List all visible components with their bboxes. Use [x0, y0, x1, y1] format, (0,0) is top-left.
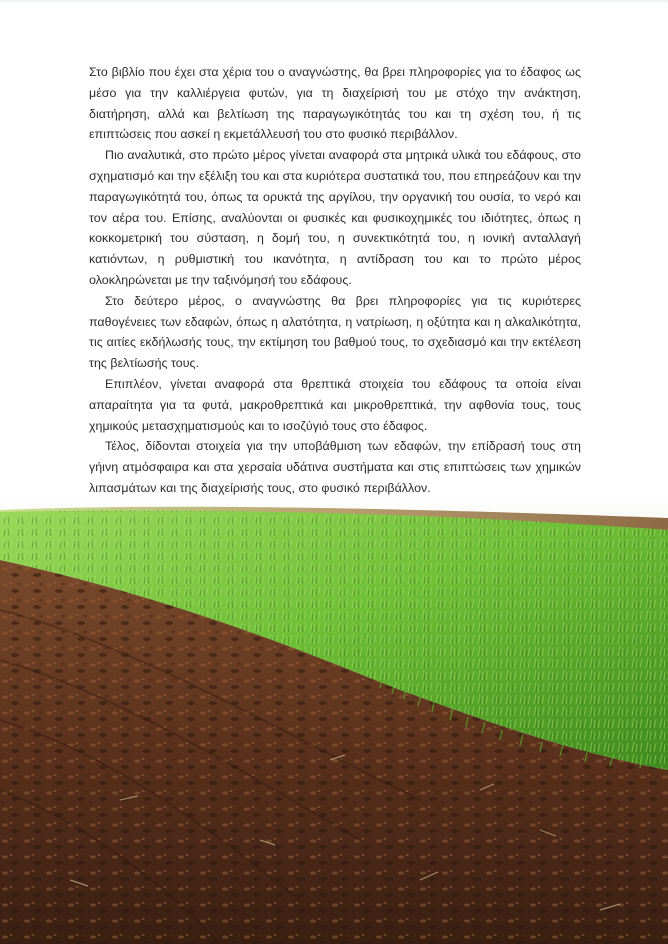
paragraph-2: Πιο αναλυτικά, στο πρώτο μέρος γίνεται αναφορά στα μητρικά υλικά του εδάφους, στο σχηματισμό και την εξέλιξη του και στα κυριότερα συστατικά του, που επηρεάζουν και την παραγωγικότητά του, όπως τα ορυκτά της αργίλου, την οργανική του ουσία, το νερό και τον αέρα του. Επίσης, αναλύονται οι φυσικές και φυσικοχημικές του ιδιότητες, όπως η κοκκομετρική του σύσταση, η δομή του, η συνεκτικότητά του, η ιονική ανταλλαγή κατιόντων, η ρυθμιστική του ικανότητα, η αντίδραση του και το πρώτο μέρος ολοκληρώνεται με την ταξινόμησή του εδάφους. — [89, 148, 581, 287]
preface-text — [89, 62, 581, 499]
paragraph-5: Τέλος, δίδονται στοιχεία για την υποβάθμιση των εδαφών, την επίδρασή τους στη γήινη ατμόσφαιρα και στα χερσαία υδάτινα συστήματα και στις επιπτώσεις των χημικών λιπασμάτων και της διαχείρισής τους, στο φυσικό περιβάλλον. — [89, 439, 581, 495]
paragraph-4: Επιπλέον, γίνεται αναφορά στα θρεπτικά στοιχεία του εδάφους τα οποία είναι απαραίτητα για τα φυτά, μακροθρεπτικά και μικροθρεπτικά, την αφθονία τους, τους χημικούς μετασχηματισμούς και το ισοζύγιό τους στο έδαφος. — [89, 376, 581, 433]
paragraph-1: Στο βιβλίο που έχει στα χέρια του ο αναγνώστης, θα βρει πληροφορίες για το έδαφος ως μέσο για την καλλιέργεια φυτών, για τη διαχείρισή του με στόχο την ανάκτηση, διατήρηση, αλλά και βελτίωση της παραγωγικότητάς του και τη σχέση του, ή τις επιπτώσεις που ασκεί η εκμετάλλευσή του στο φυσικό περιβάλλον. — [89, 65, 581, 142]
field-photo — [0, 500, 668, 944]
top-edge-shade — [0, 0, 668, 4]
paragraph-3: Στο δεύτερο μέρος, ο αναγνώστης θα βρει πληροφορίες για τις κυριότερες παθογένειες των εδαφών, όπως η αλατότητα, η νατρίωση, η οξύτητα και η αλκαλικότητα, τις αιτίες εκδήλωσής τους, την εκτίμηση του βαθμού τους, το σχεδιασμό και την εκτέλεση της βελτίωσής τους. — [89, 293, 581, 371]
field-illustration — [0, 500, 668, 944]
